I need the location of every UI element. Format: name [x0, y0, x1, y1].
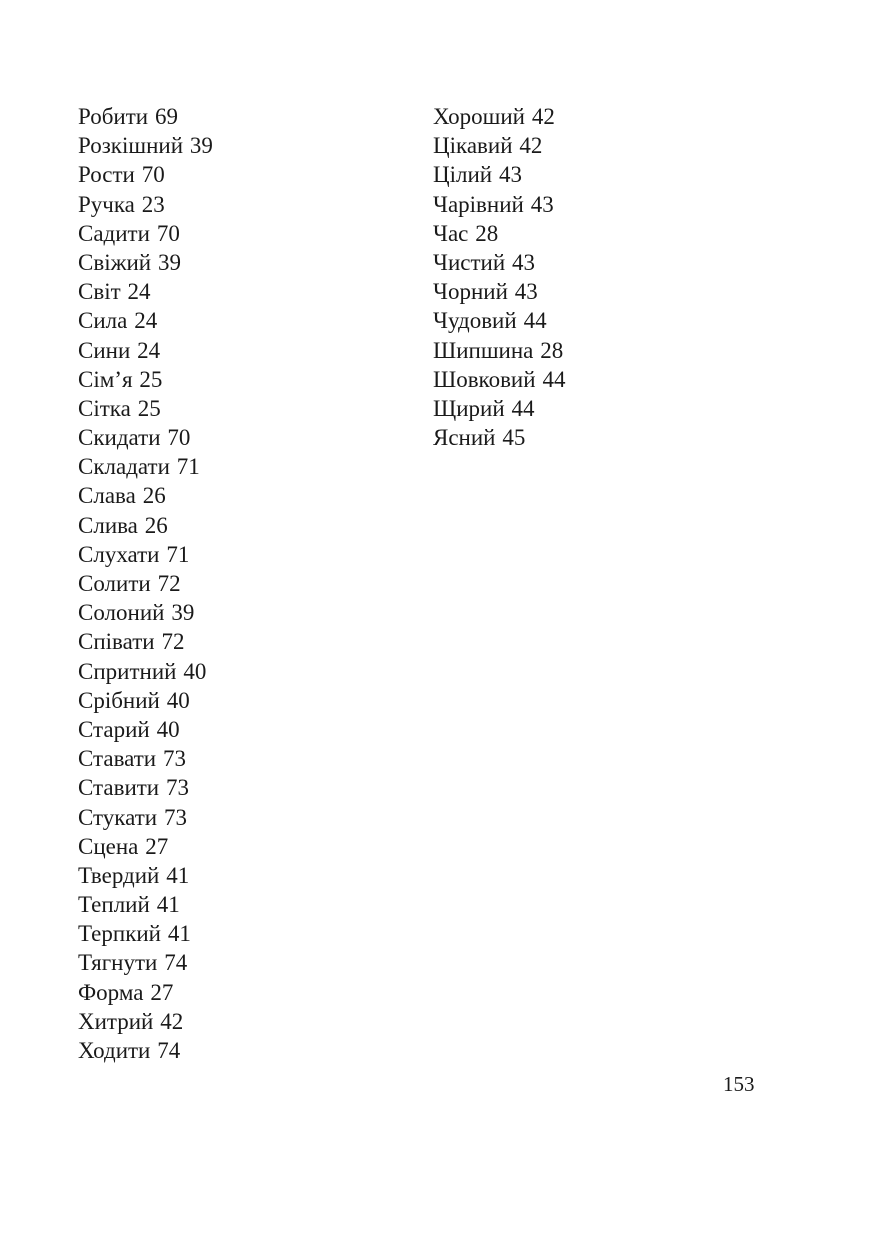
- index-entry-word: Щирий: [433, 395, 505, 421]
- index-entry: [78, 540, 213, 569]
- index-entry-word: Терпкий: [78, 921, 161, 947]
- index-entry: [78, 686, 213, 715]
- index-entry-page-ref: 72: [161, 629, 185, 655]
- index-entry-word: Ясний: [433, 425, 496, 451]
- index-entry-page-ref: 73: [163, 804, 187, 830]
- index-entry: [78, 744, 213, 773]
- index-entry-word: Тягнути: [78, 950, 158, 976]
- index-entry: [78, 1036, 213, 1065]
- index-entry: [78, 890, 213, 919]
- index-entry-page-ref: 74: [157, 1038, 181, 1063]
- index-entry: [78, 715, 213, 744]
- index-entry: [78, 131, 213, 160]
- index-entry-page-ref: 26: [142, 483, 166, 509]
- index-entry-page-ref: 45: [502, 425, 526, 451]
- index-entry: [78, 481, 213, 510]
- index-entry-word: Хитрий: [78, 1008, 154, 1034]
- index-entry-page-ref: 44: [511, 395, 535, 421]
- index-entry: [78, 1007, 213, 1036]
- index-entry-word: Ставити: [78, 775, 160, 801]
- index-entry: [78, 803, 213, 832]
- index-entry-page-ref: 27: [150, 979, 174, 1005]
- index-entry: [433, 394, 565, 423]
- index-entry-word: Стукати: [78, 804, 158, 830]
- index-entry-word: Сцена: [78, 833, 139, 859]
- index-entry: [78, 394, 213, 423]
- index-entry: [78, 919, 213, 948]
- index-entry-page-ref: 39: [158, 249, 181, 275]
- index-entry: [433, 277, 565, 306]
- index-entry: [78, 365, 213, 394]
- index-entry-word: Світ: [78, 279, 121, 305]
- index-entry-page-ref: 40: [183, 658, 207, 684]
- index-entry-page-ref: 28: [540, 337, 564, 363]
- index-entry-page-ref: 71: [176, 454, 200, 480]
- index-entry-page-ref: 40: [156, 716, 180, 742]
- index-entry-word: Чистий: [433, 249, 506, 275]
- index-entry: [78, 102, 213, 131]
- index-entry-word: Робити: [78, 104, 149, 129]
- index-entry-page-ref: 72: [157, 571, 181, 596]
- index-entry-page-ref: 24: [127, 279, 151, 305]
- index-entry-page-ref: 73: [163, 746, 186, 772]
- index-entry-page-ref: 43: [512, 249, 536, 275]
- index-entry-page-ref: 43: [530, 191, 554, 217]
- index-entry: [78, 598, 213, 627]
- index-entry: [433, 306, 565, 335]
- index-entry-page-ref: 23: [141, 191, 165, 217]
- index-entry-word: Час: [433, 220, 469, 246]
- index-entry-page-ref: 39: [171, 600, 195, 626]
- index-entry: [78, 190, 213, 219]
- index-entry-page-ref: 43: [514, 279, 538, 305]
- index-entry: [433, 219, 565, 248]
- index-entry-page-ref: 43: [499, 162, 522, 188]
- page-number: 153: [723, 1072, 755, 1096]
- index-entry-page-ref: 40: [166, 687, 190, 713]
- index-entry-page-ref: 41: [166, 862, 190, 888]
- index-entry-word: Розкішний: [78, 133, 184, 159]
- index-entry-word: Сила: [78, 308, 128, 334]
- index-entry: [433, 131, 565, 160]
- index-entry: [78, 978, 213, 1007]
- index-entry-page-ref: 74: [164, 950, 188, 976]
- index-entry-word: Срібний: [78, 687, 160, 713]
- index-entry: [78, 948, 213, 977]
- index-entry-word: Складати: [78, 454, 170, 480]
- index-entry-page-ref: 41: [167, 921, 191, 947]
- index-entry: [433, 248, 565, 277]
- index-entry: [433, 160, 565, 189]
- index-entry-page-ref: 70: [156, 220, 180, 246]
- index-entry-word: Форма: [78, 979, 144, 1005]
- index-entry: [78, 277, 213, 306]
- index-entry-page-ref: 24: [137, 337, 161, 363]
- index-entry: [433, 336, 565, 365]
- index-entry: [78, 160, 213, 189]
- index-entry-page-ref: 44: [523, 308, 547, 334]
- index-entry-page-ref: 70: [141, 162, 165, 188]
- index-entry-page-ref: 27: [145, 833, 169, 859]
- index-entry-page-ref: 42: [519, 133, 543, 159]
- index-entry-page-ref: 71: [166, 541, 190, 567]
- index-entry-word: Шовковий: [433, 366, 536, 392]
- index-entry: [78, 511, 213, 540]
- index-entry-page-ref: 41: [156, 892, 180, 918]
- index-entry-page-ref: 44: [542, 366, 566, 392]
- index-entry-word: Твердий: [78, 862, 160, 888]
- index-entry-word: Співати: [78, 629, 155, 655]
- index-entry-page-ref: 70: [167, 425, 191, 451]
- index-entry-word: Теплий: [78, 892, 150, 918]
- index-entry-word: Спритний: [78, 658, 177, 684]
- index-entry-word: Сітка: [78, 395, 131, 421]
- index-entry-word: Рости: [78, 162, 135, 188]
- index-entry: [78, 306, 213, 335]
- index-entry: [78, 657, 213, 686]
- index-entry-word: Слухати: [78, 541, 160, 567]
- index-entry-word: Хороший: [433, 104, 525, 129]
- index-entry-page-ref: 25: [139, 366, 163, 392]
- index-column-left: [78, 102, 213, 1065]
- index-entry-word: Ходити: [78, 1038, 151, 1063]
- index-entry-page-ref: 69: [154, 104, 178, 129]
- index-entry-word: Солоний: [78, 600, 165, 626]
- index-entry: [78, 452, 213, 481]
- index-entry-page-ref: 42: [160, 1008, 184, 1034]
- index-column-right: [433, 102, 565, 452]
- index-entry-word: Слава: [78, 483, 136, 509]
- index-entry-word: Солити: [78, 571, 151, 596]
- index-entry: [433, 102, 565, 131]
- index-entry-page-ref: 26: [144, 512, 168, 538]
- index-entry-word: Цікавий: [433, 133, 513, 159]
- index-entry-word: Свіжий: [78, 249, 152, 275]
- index-entry-word: Цілий: [433, 162, 493, 188]
- index-entry-page-ref: 42: [531, 104, 555, 129]
- index-entry-word: Слива: [78, 512, 138, 538]
- index-entry: [78, 627, 213, 656]
- index-entry-page-ref: 28: [475, 220, 499, 246]
- index-entry-word: Садити: [78, 220, 150, 246]
- index-entry: [78, 832, 213, 861]
- index-entry-word: Чудовий: [433, 308, 517, 334]
- index-entry-word: Ручка: [78, 191, 135, 217]
- index-entry-word: Скидати: [78, 425, 161, 451]
- index-entry-page-ref: 24: [134, 308, 158, 334]
- index-entry-word: Чорний: [433, 279, 508, 305]
- index-entry-word: Сім’я: [78, 366, 133, 392]
- index-entry: [78, 423, 213, 452]
- index-entry: [78, 248, 213, 277]
- index-entry-page-ref: 73: [166, 775, 189, 801]
- index-entry: [433, 423, 565, 452]
- index-entry-word: Шипшина: [433, 337, 534, 363]
- index-entry-word: Сини: [78, 337, 131, 363]
- index-entry: [78, 336, 213, 365]
- index-entry: [78, 569, 213, 598]
- index-entry: [78, 773, 213, 802]
- index-entry: [78, 219, 213, 248]
- index-entry-page-ref: 25: [137, 395, 161, 421]
- index-entry: [433, 365, 565, 394]
- index-entry: [433, 190, 565, 219]
- index-entry-page-ref: 39: [189, 133, 213, 159]
- index-entry-word: Старий: [78, 716, 150, 742]
- index-entry: [78, 861, 213, 890]
- index-entry-word: Чарівний: [433, 191, 524, 217]
- index-entry-word: Ставати: [78, 746, 157, 772]
